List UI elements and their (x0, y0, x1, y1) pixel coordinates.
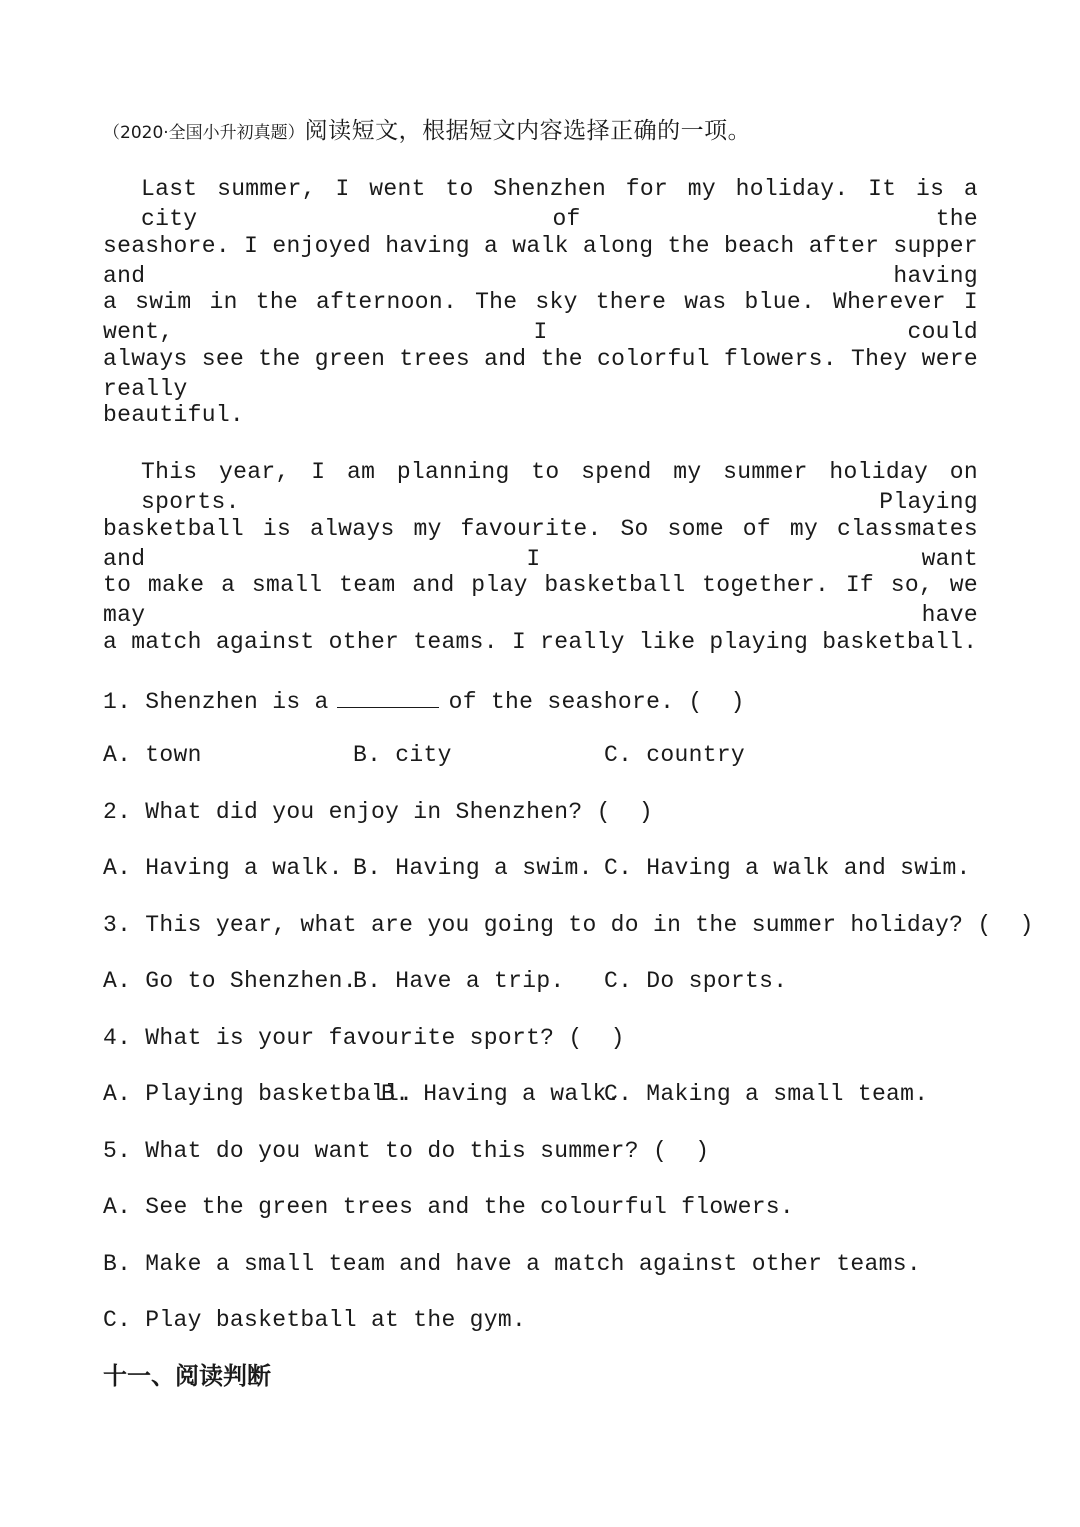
question-4-option-c: C. Making a small team. (604, 1081, 929, 1107)
question-3-option-c: C. Do sports. (604, 968, 788, 994)
exam-source: （2020·全国小升初真题） (103, 123, 305, 143)
passage-line: Last summer, I went to Shenzhen for my holiday. It is a city of the (141, 176, 978, 232)
question-3-option-a: A. Go to Shenzhen. (103, 968, 357, 994)
question-5-option-c: C. Play basketball at the gym. (103, 1307, 527, 1333)
passage-line: a swim in the afternoon. The sky there was blue. Wherever I went, I could (103, 289, 978, 345)
passage-line: basketball is always my favourite. So some of my classmates and I want (103, 516, 978, 572)
exercise-instruction: 阅读短文，根据短文内容选择正确的一项。 (304, 118, 752, 144)
passage-line: always see the green trees and the colorful flowers. They were really (103, 346, 978, 402)
section-heading: 十一、阅读判断 (103, 1362, 271, 1390)
passage-line: This year, I am planning to spend my summer holiday on sports. Playing (141, 459, 978, 515)
question-2-option-a: A. Having a walk. (103, 855, 343, 881)
question-5-option-a: A. See the green trees and the colourful flowers. (103, 1194, 795, 1220)
passage-line: seashore. I enjoyed having a walk along the beach after supper and having (103, 233, 978, 289)
passage-line: to make a small team and play basketball together. If so, we may have (103, 572, 978, 628)
question-2-option-c: C. Having a walk and swim. (604, 855, 971, 881)
question-4-stem: 4. What is your favourite sport? ( ) (103, 1025, 625, 1051)
question-3-stem: 3. This year, what are you going to do in the summer holiday? ( ) (103, 912, 1034, 938)
exercise-header (103, 116, 978, 148)
question-1-stem (103, 683, 978, 717)
question-1-option-a: A. town (103, 742, 202, 768)
question-3-option-b: B. Have a trip. (353, 968, 565, 994)
question-5-stem: 5. What do you want to do this summer? ( ) (103, 1138, 710, 1164)
question-2-option-b: B. Having a swim. (353, 855, 593, 881)
question-5-option-b: B. Make a small team and have a match against other teams. (103, 1251, 921, 1277)
passage-line: beautiful. (103, 402, 245, 428)
question-4-option-a: A. Playing basketball. (103, 1081, 414, 1107)
question-1-option-c: C. country (604, 742, 746, 768)
question-2-stem: 2. What did you enjoy in Shenzhen? ( ) (103, 799, 653, 825)
passage-line: a match against other teams. I really like playing basketball. (103, 629, 978, 655)
question-1-stem-start: 1. Shenzhen is a (103, 689, 329, 715)
question-1-stem-end: of the seashore. ( ) (448, 689, 745, 715)
question-4-option-b: B. Having a walk. (381, 1081, 621, 1107)
question-1-option-b: B. city (353, 742, 452, 768)
answer-blank (337, 683, 439, 708)
